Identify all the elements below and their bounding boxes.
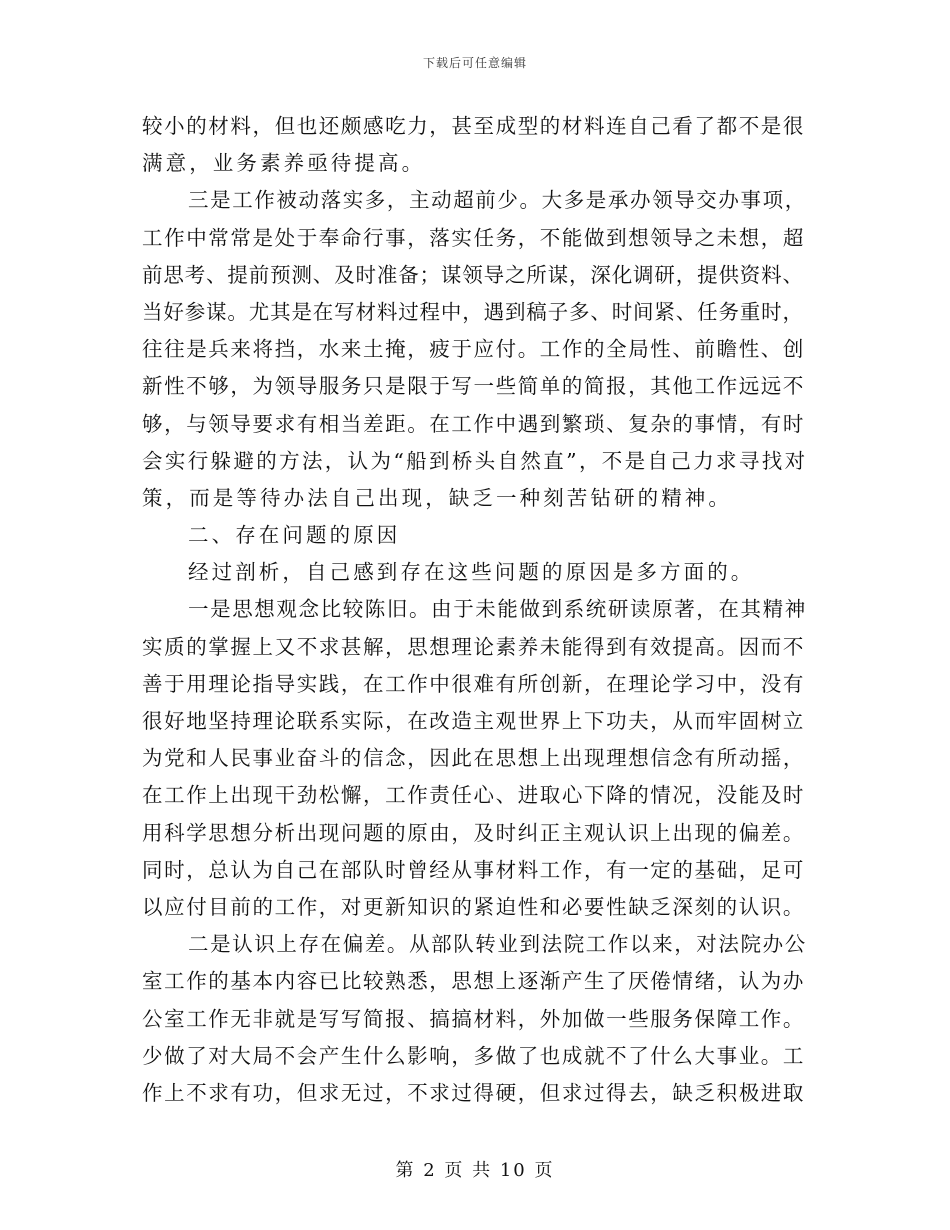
text-line: 三是工作被动落实多，主动超前少。大多是承办领导交办事项， <box>188 188 807 213</box>
text-line: 策，而是等待办法自己出现，缺乏一种刻苦钻研的精神。 <box>142 485 732 510</box>
text-line: 公室工作无非就是写写简报、搞搞材料，外加做一些服务保障工作。 <box>142 1006 805 1031</box>
text-line: 在工作上出现干劲松懈，工作责任心、进取心下降的情况，没能及时 <box>142 783 805 808</box>
text-line: 作上不求有功，但求无过，不求过得硬，但求过得去，缺乏积极进取 <box>142 1080 805 1105</box>
document-body <box>142 108 808 1112</box>
text-line: 一是思想观念比较陈旧。由于未能做到系统研读原著，在其精神 <box>188 597 807 622</box>
text-line: 室工作的基本内容已比较熟悉，思想上逐渐产生了厌倦情绪，认为办 <box>142 969 805 994</box>
text-line: 实质的掌握上又不求甚解，思想理论素养未能得到有效提高。因而不 <box>142 634 805 659</box>
text-line: 很好地坚持理论联系实际，在改造主观世界上下功夫，从而牢固树立 <box>142 709 805 733</box>
text-line: 前思考、提前预测、及时准备；谋领导之所谋，深化调研，提供资料、 <box>142 262 804 287</box>
text-line: 新性不够，为领导服务只是限于写一些简单的简报，其他工作远远不 <box>142 374 805 399</box>
text-line: 为党和人民事业奋斗的信念，因此在思想上出现理想信念有所动摇， <box>142 746 805 771</box>
text-line: 满意，业务素养亟待提高。 <box>142 151 426 176</box>
text-line: 往往是兵来将挡，水来土掩，疲于应付。工作的全局性、前瞻性、创 <box>142 337 805 362</box>
text-line: 二是认识上存在偏差。从部队转业到法院工作以来，对法院办公 <box>188 932 807 957</box>
page-footer: 第 2 页 共 10 页 <box>395 1160 555 1181</box>
text-line: 会实行躲避的方法，认为“船到桥头自然直”，不是自己力求寻找对 <box>142 448 808 473</box>
text-line: 工作中常常是处于奉命行事，落实任务，不能做到想领导之未想，超 <box>142 225 805 250</box>
text-line: 够，与领导要求有相当差距。在工作中遇到繁琐、复杂的事情，有时 <box>142 411 805 436</box>
text-line: 同时，总认为自己在部队时曾经从事材料工作，有一定的基础，足可 <box>142 857 805 882</box>
text-line: 较小的材料，但也还颇感吃力，甚至成型的材料连自己看了都不是很 <box>142 114 805 138</box>
page-header: 下载后可任意编辑 <box>422 56 527 70</box>
text-line: 用科学思想分析出现问题的原由，及时纠正主观认识上出现的偏差。 <box>142 820 805 845</box>
text-line: 少做了对大局不会产生什么影响，多做了也成就不了什么大事业。工 <box>142 1043 805 1068</box>
text-line: 善于用理论指导实践，在工作中很难有所创新，在理论学习中，没有 <box>142 671 805 696</box>
text-line: 二、存在问题的原因 <box>188 523 401 548</box>
text-line: 以应付目前的工作，对更新知识的紧迫性和必要性缺乏深刻的认识。 <box>142 894 805 919</box>
text-line: 经过剖析，自己感到存在这些问题的原因是多方面的。 <box>188 560 755 585</box>
text-line: 当好参谋。尤其是在写材料过程中，遇到稿子多、时间紧、任务重时， <box>142 299 804 324</box>
